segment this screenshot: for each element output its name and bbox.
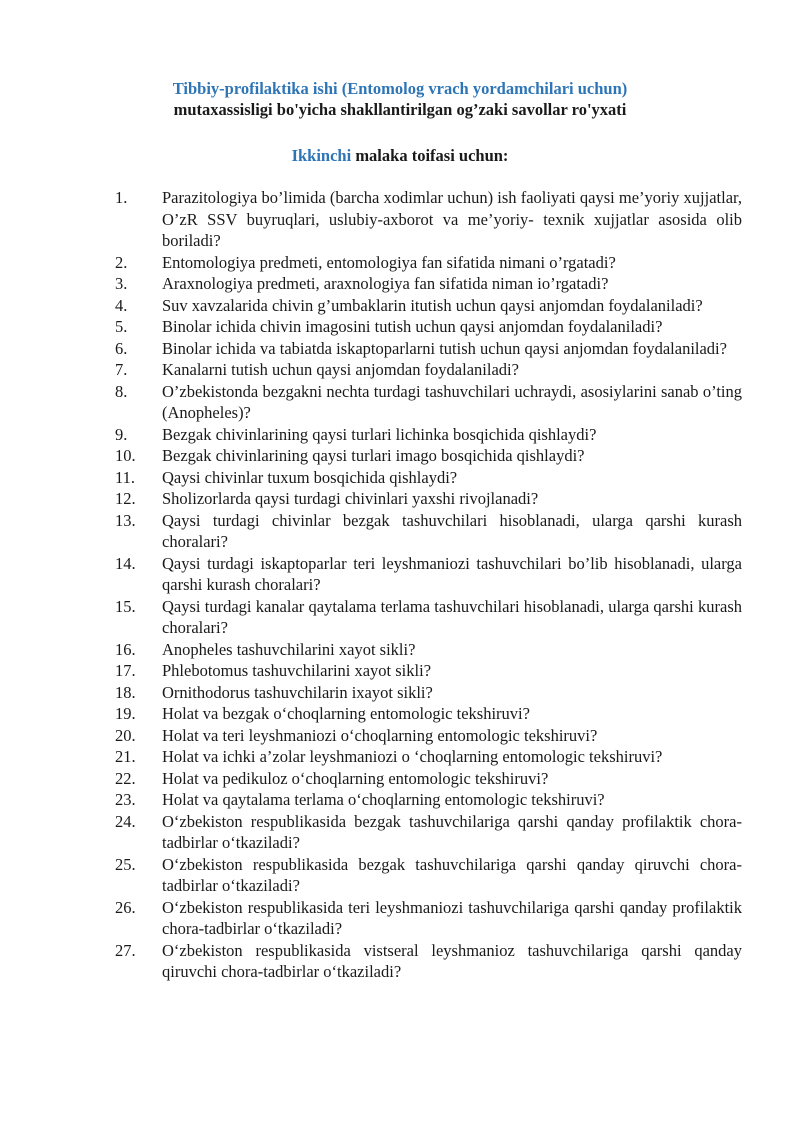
question-text: Qaysi chivinlar tuxum bosqichida qishlaydi? bbox=[162, 467, 458, 487]
question-item bbox=[0, 359, 800, 381]
question-number: 18. bbox=[115, 682, 136, 702]
question-number: 4. bbox=[115, 295, 128, 315]
question-item bbox=[0, 897, 800, 940]
question-number: 20. bbox=[115, 725, 136, 745]
question-item bbox=[0, 940, 800, 983]
question-item bbox=[0, 273, 800, 295]
question-item bbox=[0, 316, 800, 338]
question-text: Ornithodorus tashuvchilarin ixayot sikli? bbox=[162, 682, 433, 702]
qualification-level: Ikkinchi bbox=[291, 146, 352, 165]
question-number: 11. bbox=[115, 467, 136, 487]
question-text: Parazitologiya bo’limida (barcha xodimlar uchun) ish faoliyati qaysi me’yoriy xujjatlar, O’zR SSV buyruqlari, uslubiy-axborot va me’yoriy- texnik xujjatlar asosida olib boriladi? bbox=[162, 188, 742, 250]
question-number: 26. bbox=[115, 897, 136, 917]
question-item bbox=[0, 596, 800, 639]
question-item bbox=[0, 338, 800, 360]
question-item bbox=[0, 252, 800, 274]
question-text: Bezgak chivinlarining qaysi turlari imago bosqichida qishlaydi? bbox=[162, 446, 585, 465]
qualification-heading-rest: malaka toifasi uchun: bbox=[351, 146, 509, 165]
question-number: 22. bbox=[115, 768, 136, 788]
question-text: Qaysi turdagi iskaptoparlar teri leyshmaniozi tashuvchilari bo’lib hisoblanadi, ularga qarshi kurash choralari? bbox=[162, 553, 742, 594]
question-item bbox=[0, 854, 800, 897]
question-text: Holat va ichki a’zolar leyshmaniozi o ‘choqlarning entomologic tekshiruvi? bbox=[162, 747, 663, 766]
question-number: 24. bbox=[115, 811, 136, 831]
question-number: 7. bbox=[115, 360, 128, 379]
question-text: Holat va pedikuloz o‘choqlarning entomologic tekshiruvi? bbox=[162, 768, 549, 788]
question-text: Anopheles tashuvchilarini xayot sikli? bbox=[162, 639, 416, 659]
question-text: Entomologiya predmeti, entomologiya fan sifatida nimani o’rgatadi? bbox=[162, 252, 616, 272]
question-item bbox=[0, 639, 800, 661]
question-text: Binolar ichida va tabiatda iskaptoparlarni tutish uchun qaysi anjomdan foydalaniladi? bbox=[162, 338, 727, 358]
question-item bbox=[0, 187, 800, 252]
question-text: Sholizorlarda qaysi turdagi chivinlari yaxshi rivojlanadi? bbox=[162, 489, 539, 508]
question-number: 15. bbox=[115, 596, 136, 616]
header-title-line2: mutaxassisligi bo'yicha shakllantirilgan og’zaki savollar ro'yxati bbox=[173, 100, 627, 119]
question-number: 17. bbox=[115, 661, 136, 680]
question-number: 1. bbox=[115, 188, 128, 207]
question-text: Phlebotomus tashuvchilarini xayot sikli? bbox=[162, 661, 432, 680]
question-number: 3. bbox=[115, 274, 128, 293]
question-text: O’zbekistonda bezgakni nechta turdagi tashuvchilari uchraydi, asosiylarini sanab o’ting (Anopheles)? bbox=[162, 381, 742, 422]
question-item bbox=[0, 510, 800, 553]
question-number: 8. bbox=[115, 381, 128, 401]
question-text: Kanalarni tutish uchun qaysi anjomdan foydalaniladi? bbox=[162, 360, 519, 379]
question-list bbox=[0, 187, 800, 983]
question-text: Araxnologiya predmeti, araxnologiya fan sifatida niman io’rgatadi? bbox=[162, 274, 609, 293]
question-item bbox=[0, 660, 800, 682]
question-number: 16. bbox=[115, 639, 136, 659]
question-number: 13. bbox=[115, 510, 136, 530]
question-item bbox=[0, 488, 800, 510]
document-header bbox=[0, 78, 800, 120]
question-text: O‘zbekiston respublikasida teri leyshmaniozi tashuvchilariga qarshi qanday profilaktik chora-tadbirlar o‘tkaziladi? bbox=[162, 897, 742, 938]
question-number: 12. bbox=[115, 489, 136, 508]
question-text: O‘zbekiston respublikasida bezgak tashuvchilariga qarshi qanday qiruvchi chora-tadbirlar o‘tkaziladi? bbox=[162, 854, 742, 895]
question-item bbox=[0, 445, 800, 467]
question-item bbox=[0, 295, 800, 317]
question-item bbox=[0, 746, 800, 768]
question-item bbox=[0, 381, 800, 424]
question-number: 19. bbox=[115, 704, 136, 723]
question-number: 5. bbox=[115, 317, 128, 336]
qualification-heading bbox=[0, 145, 800, 166]
question-number: 9. bbox=[115, 424, 128, 444]
question-number: 10. bbox=[115, 446, 136, 465]
question-item bbox=[0, 725, 800, 747]
question-item bbox=[0, 467, 800, 489]
question-text: O‘zbekiston respublikasida bezgak tashuvchilariga qarshi qanday profilaktik chora-tadbirlar o‘tkaziladi? bbox=[162, 811, 742, 852]
question-text: Qaysi turdagi chivinlar bezgak tashuvchilari hisoblanadi, ularga qarshi kurash choralari? bbox=[162, 510, 742, 551]
question-number: 2. bbox=[115, 252, 128, 272]
question-text: Binolar ichida chivin imagosini tutish uchun qaysi anjomdan foydalaniladi? bbox=[162, 317, 663, 336]
question-number: 23. bbox=[115, 790, 136, 809]
question-number: 25. bbox=[115, 854, 136, 874]
question-item bbox=[0, 703, 800, 725]
question-number: 14. bbox=[115, 553, 136, 573]
question-text: O‘zbekiston respublikasida vistseral leyshmanioz tashuvchilariga qarshi qanday qiruvchi chora-tadbirlar o‘tkaziladi? bbox=[162, 940, 742, 981]
question-item bbox=[0, 811, 800, 854]
question-number: 27. bbox=[115, 940, 136, 960]
question-text: Holat va teri leyshmaniozi o‘choqlarning entomologic tekshiruvi? bbox=[162, 725, 598, 745]
question-item bbox=[0, 768, 800, 790]
question-item bbox=[0, 553, 800, 596]
question-number: 6. bbox=[115, 338, 128, 358]
question-item bbox=[0, 789, 800, 811]
header-title-line1: Tibbiy-profilaktika ishi (Entomolog vrach yordamchilari uchun) bbox=[172, 79, 628, 98]
question-text: Holat va bezgak o‘choqlarning entomologic tekshiruvi? bbox=[162, 704, 530, 723]
question-text: Bezgak chivinlarining qaysi turlari lichinka bosqichida qishlaydi? bbox=[162, 424, 597, 444]
question-text: Suv xavzalarida chivin g’umbaklarin itutish uchun qaysi anjomdan foydalaniladi? bbox=[162, 295, 703, 315]
question-number: 21. bbox=[115, 747, 136, 766]
question-item bbox=[0, 682, 800, 704]
question-text: Holat va qaytalama terlama o‘choqlarning entomologic tekshiruvi? bbox=[162, 790, 605, 809]
question-text: Qaysi turdagi kanalar qaytalama terlama tashuvchilari hisoblanadi, ularga qarshi kurash choralari? bbox=[162, 596, 742, 637]
question-item bbox=[0, 424, 800, 446]
